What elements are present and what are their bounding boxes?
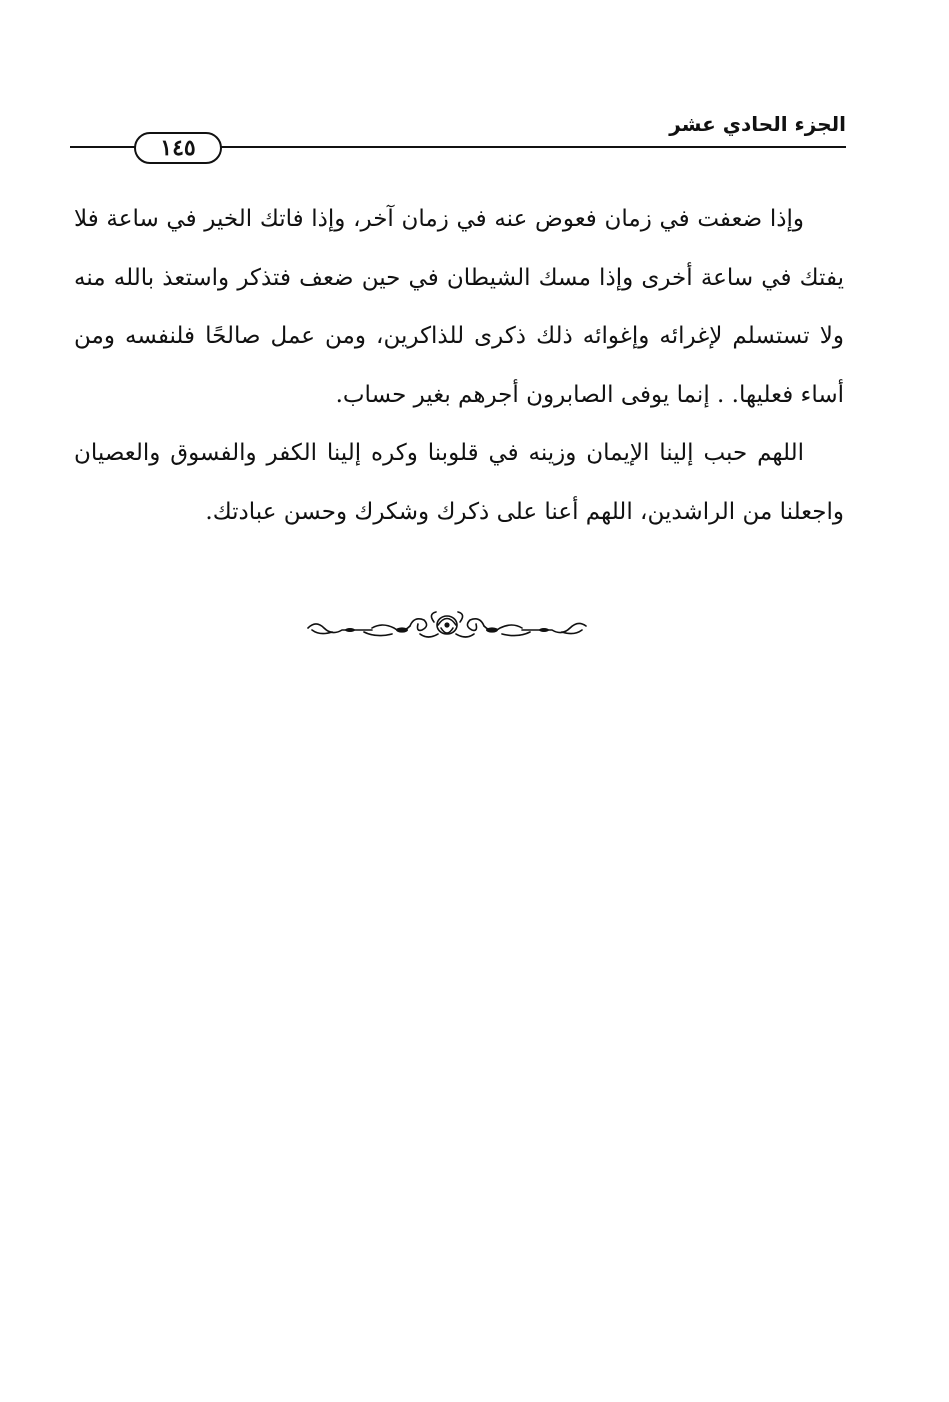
paragraph-1: وإذا ضعفت في زمان فعوض عنه في زمان آخر، وإذا فاتك الخير في ساعة فلا يفتك في ساعة أخرى وإذا مسك الشيطان في حين ضعف فتذكر واستعذ بالله منه ولا تستسلم لإغرائه وإغوائه ذلك ذكرى للذاكرين، ومن عمل صالحًا فلنفسه ومن أساء فعليها. . إنما يوفى الصابرون أجرهم بغير حساب. — [74, 206, 844, 408]
page-number: ١٤٥ — [134, 132, 222, 164]
floral-divider-icon — [302, 608, 592, 644]
paragraph-2: اللهم حبب إلينا الإيمان وزينه في قلوبنا وكره إلينا الكفر والفسوق والعصيان واجعلنا من الراشدين، اللهم أعنا على ذكرك وشكرك وحسن عبادتك. — [74, 440, 844, 525]
body-text — [74, 190, 844, 541]
running-title: الجزء الحادي عشر — [669, 112, 846, 136]
page-header — [70, 100, 846, 164]
